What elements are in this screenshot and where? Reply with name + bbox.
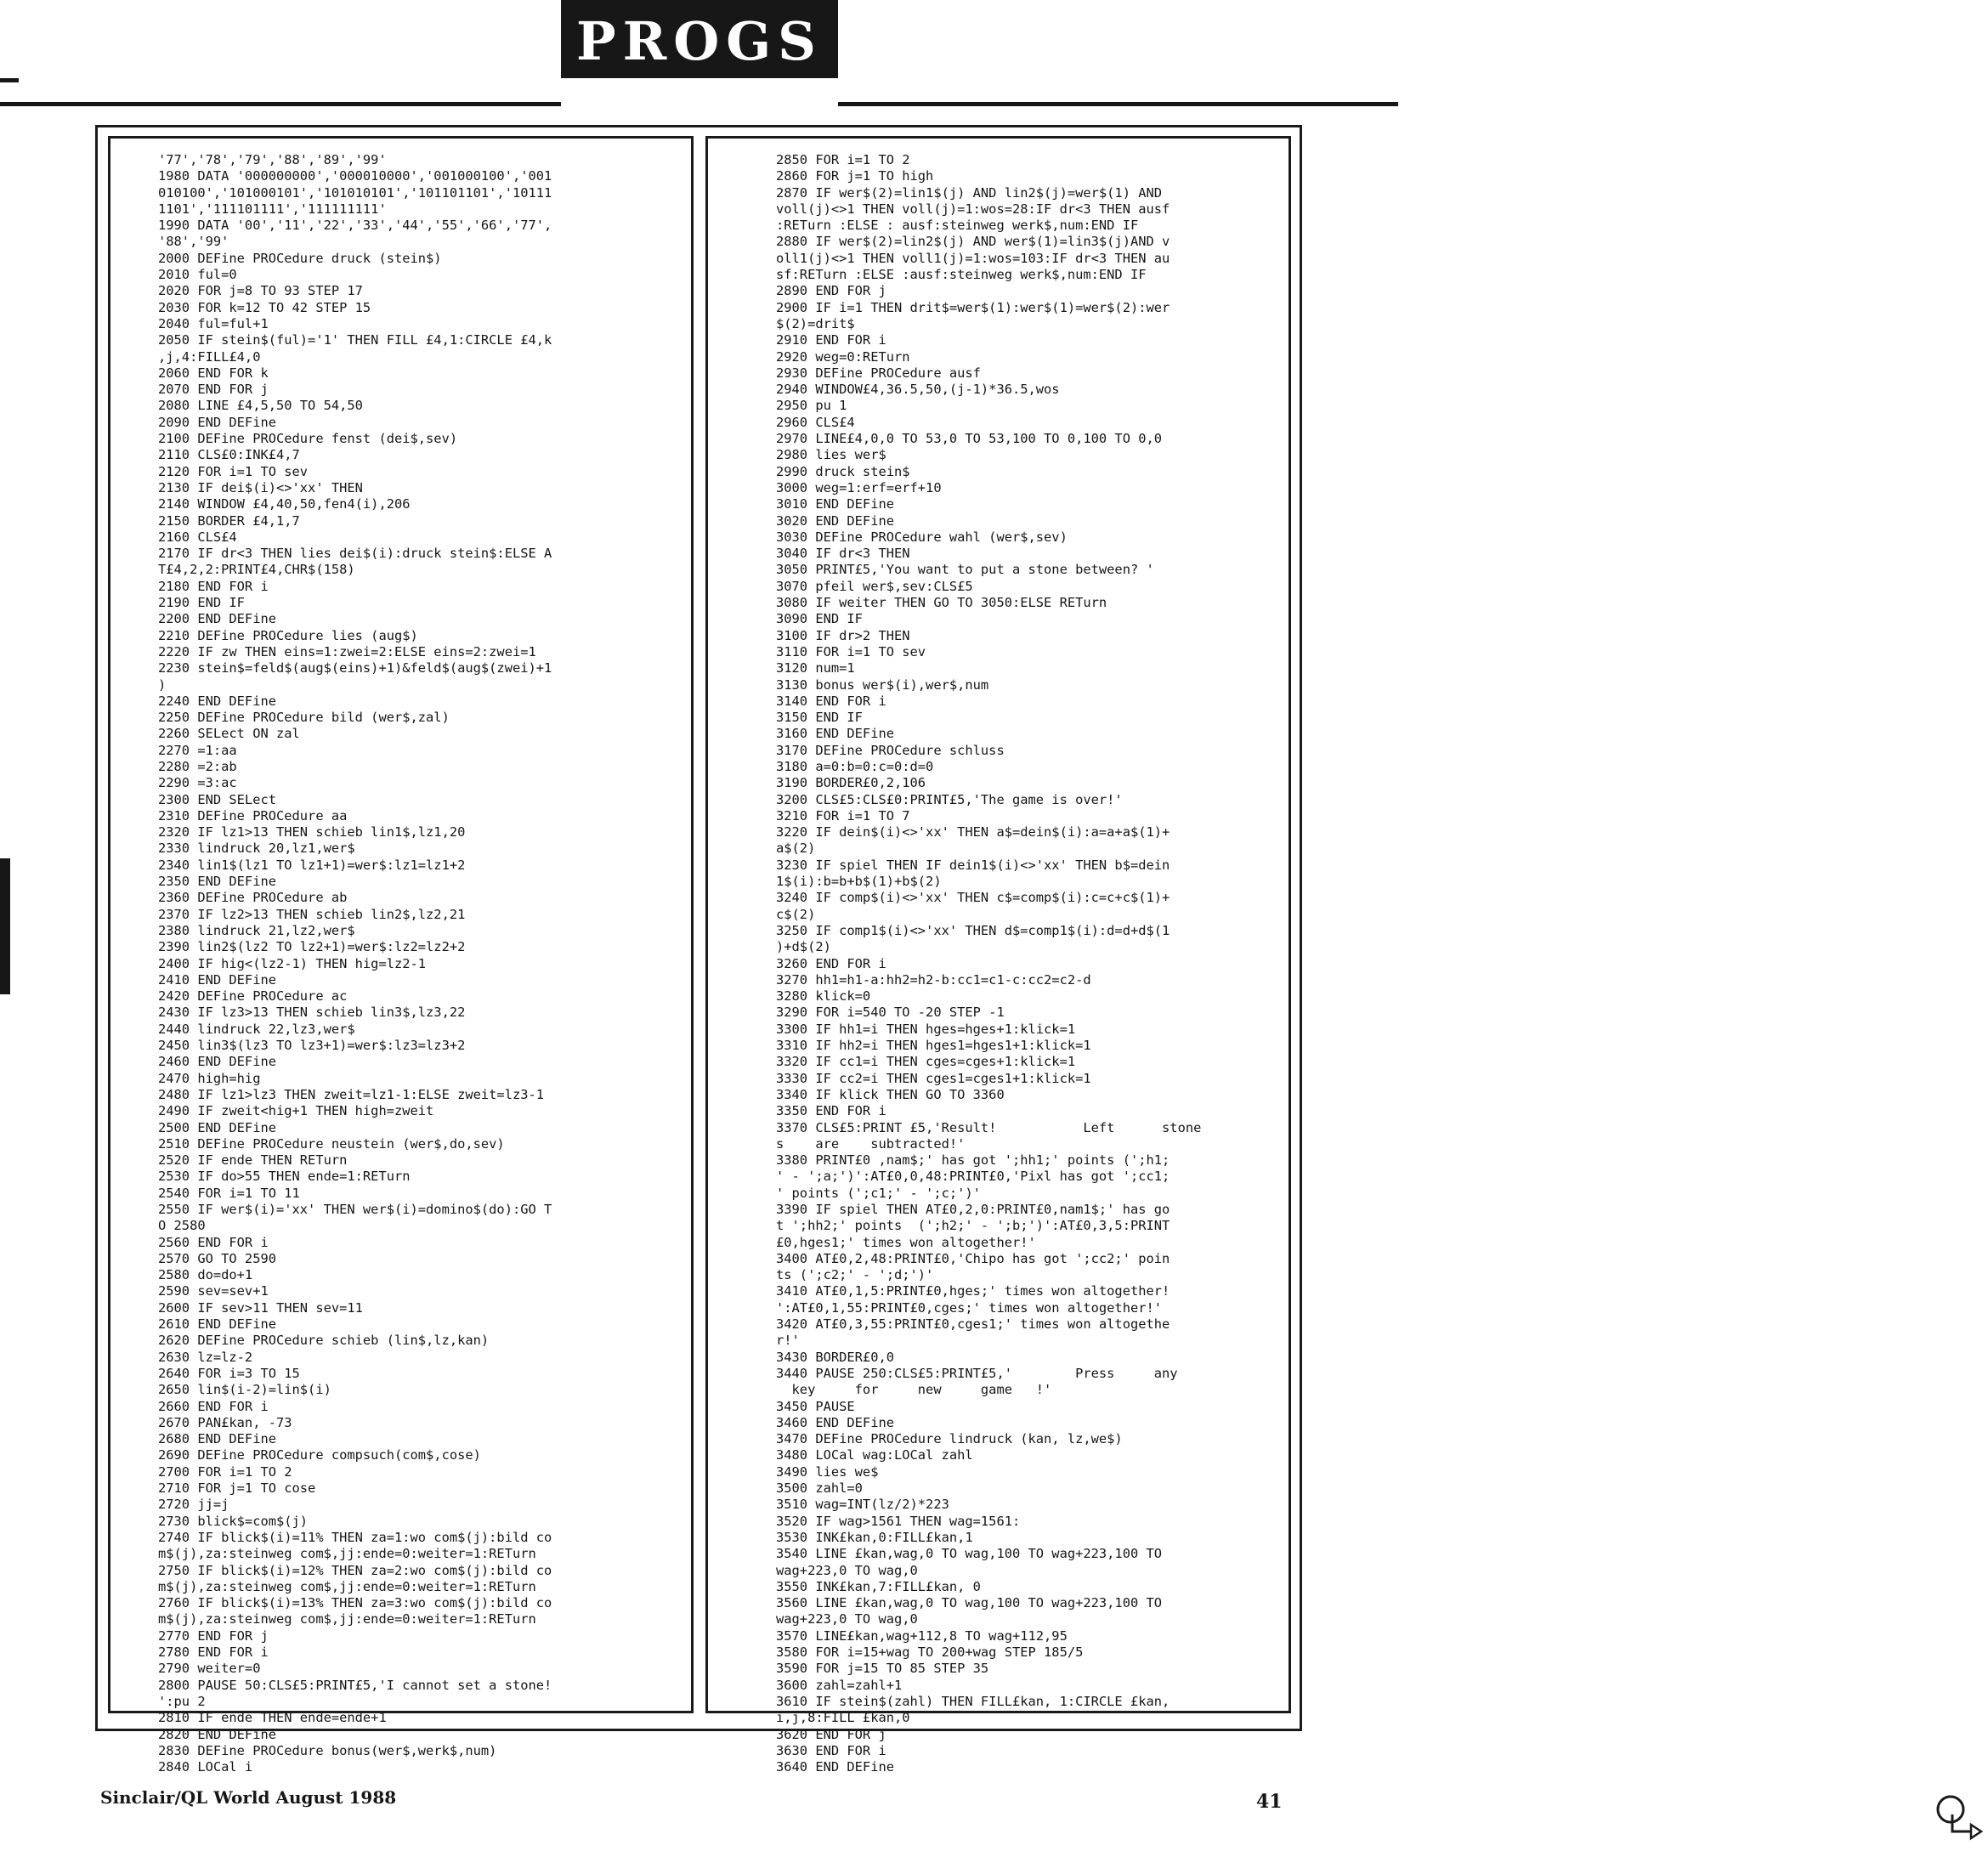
code-line: 2960 CLS£4	[776, 414, 855, 430]
code-line: 2000 DEFine PROCedure druck (stein$)	[158, 250, 442, 266]
code-line: t ';hh2;' points (';h2;' - ';b;')':AT£0,3,5:PRINT	[776, 1218, 1170, 1234]
code-line: 2470 high=hig	[158, 1070, 261, 1086]
code-line: 2280 =2:ab	[158, 758, 237, 774]
code-line: 2420 DEFine PROCedure ac	[158, 988, 348, 1005]
code-line: c$(2)	[776, 906, 816, 922]
code-line: 3440 PAUSE 250:CLS£5:PRINT£5,' Press any	[776, 1365, 1178, 1381]
code-line: 2300 END SELect	[158, 791, 276, 807]
code-line: 3180 a=0:b=0:c=0:d=0	[776, 758, 934, 774]
code-line: 2290 =3:ac	[158, 775, 237, 791]
code-line: 2460 END DEFine	[158, 1054, 276, 1070]
code-line: 1101','111101111','111111111'	[158, 201, 387, 217]
header-rule-right	[838, 102, 1398, 106]
code-line: '88','99'	[158, 234, 229, 250]
code-line: 2970 LINE£4,0,0 TO 53,0 TO 53,100 TO 0,100 TO 0,0	[776, 431, 1163, 447]
code-line: ':pu 2	[158, 1693, 206, 1709]
code-line: 2670 PAN£kan, -73	[158, 1414, 292, 1430]
code-line: 3100 IF dr>2 THEN	[776, 627, 910, 643]
code-line: 2680 END DEFine	[158, 1431, 276, 1447]
code-line: 3570 LINE£kan,wag+112,8 TO wag+112,95	[776, 1627, 1068, 1644]
code-line: m$(j),za:steinweg com$,jj:ende=0:weiter=1:RETurn	[158, 1546, 536, 1562]
code-line: 2980 lies wer$	[776, 447, 886, 463]
code-line: 2450 lin3$(lz3 TO lz3+1)=wer$:lz3=lz3+2	[158, 1038, 466, 1054]
code-line: 3410 AT£0,1,5:PRINT£0,hges;' times won altogether!	[776, 1283, 1170, 1299]
code-line: 2110 CLS£0:INK£4,7	[158, 447, 300, 463]
code-line: 2170 IF dr<3 THEN lies dei$(i):druck stein$:ELSE A	[158, 546, 552, 562]
code-line: wag+223,0 TO wag,0	[776, 1611, 918, 1627]
code-line: 2270 =1:aa	[158, 742, 237, 758]
code-line: 2640 FOR i=3 TO 15	[158, 1365, 300, 1381]
code-line: 2020 FOR j=8 TO 93 STEP 17	[158, 283, 363, 299]
code-line: 2620 DEFine PROCedure schieb (lin$,lz,kan)	[158, 1333, 490, 1349]
code-line: 2320 IF lz1>13 THEN schieb lin1$,lz1,20	[158, 824, 466, 841]
code-line: 3450 PAUSE	[776, 1398, 855, 1414]
code-line: 3040 IF dr<3 THEN	[776, 546, 910, 562]
code-line: 2820 END DEFine	[158, 1726, 276, 1742]
code-line: 2870 IF wer$(2)=lin1$(j) AND lin2$(j)=wer$(1) AND	[776, 184, 1163, 201]
code-line: 2050 IF stein$(ful)='1' THEN FILL £4,1:CIRCLE £4,k	[158, 332, 552, 348]
code-line: 2130 IF dei$(i)<>'xx' THEN	[158, 479, 363, 495]
code-line: 2090 END DEFine	[158, 414, 276, 430]
code-line: ' points (';c1;' - ';c;')'	[776, 1185, 981, 1201]
code-line: 2070 END FOR j	[158, 382, 269, 398]
code-line: 3480 LOCal wag:LOCal zahl	[776, 1447, 973, 1463]
code-line: 3400 AT£0,2,48:PRINT£0,'Chipo has got ';cc2;' poin	[776, 1250, 1170, 1266]
code-line: 2490 IF zweit<hig+1 THEN high=zweit	[158, 1103, 434, 1119]
code-line: 3070 pfeil wer$,sev:CLS£5	[776, 578, 973, 594]
code-line: 2940 WINDOW£4,36.5,50,(j-1)*36.5,wos	[776, 382, 1060, 398]
code-line: 3260 END FOR i	[776, 955, 886, 971]
code-line: 2750 IF blick$(i)=12% THEN za=2:wo com$(j):bild co	[158, 1562, 552, 1578]
code-line: 3370 CLS£5:PRINT £5,'Result! Left stone	[776, 1119, 1202, 1135]
code-line: 3200 CLS£5:CLS£0:PRINT£5,'The game is over!'	[776, 791, 1123, 807]
code-line: 2330 lindruck 20,lz1,wer$	[158, 841, 355, 857]
code-line: 2730 blick$=com$(j)	[158, 1513, 309, 1529]
code-line: 3190 BORDER£0,2,106	[776, 775, 926, 791]
code-line: 2040 ful=ful+1	[158, 315, 269, 331]
code-line: voll(j)<>1 THEN voll(j)=1:wos=28:IF dr<3 THEN ausf	[776, 201, 1170, 217]
code-line: 3600 zahl=zahl+1	[776, 1677, 903, 1693]
page-number: 41	[1256, 1791, 1283, 1813]
code-line: 2650 lin$(i-2)=lin$(i)	[158, 1382, 331, 1398]
code-line: 3270 hh1=h1-a:hh2=h2-b:cc1=c1-c:cc2=c2-d	[776, 971, 1091, 988]
code-line: 2500 END DEFine	[158, 1119, 276, 1135]
code-line: 3210 FOR i=1 TO 7	[776, 807, 910, 824]
code-line: 3420 AT£0,3,55:PRINT£0,cges1;' times won altogethe	[776, 1316, 1170, 1333]
code-line: 2060 END FOR k	[158, 365, 269, 381]
code-line: 3160 END DEFine	[776, 726, 894, 742]
code-line: 3640 END DEFine	[776, 1759, 894, 1775]
code-line: 3460 END DEFine	[776, 1414, 894, 1430]
code-line: 2810 IF ende THEN ende=ende+1	[158, 1710, 387, 1726]
code-line: 2860 FOR j=1 TO high	[776, 168, 934, 184]
code-line: 2790 weiter=0	[158, 1661, 261, 1677]
code-line: 3320 IF cc1=i THEN cges=cges+1:klick=1	[776, 1054, 1076, 1070]
code-line: 2260 SELect ON zal	[158, 726, 300, 742]
code-line: 3020 END DEFine	[776, 512, 894, 529]
code-line: oll1(j)<>1 THEN voll1(j)=1:wos=103:IF dr<3 THEN au	[776, 250, 1170, 266]
code-line: 2630 lz=lz-2	[158, 1349, 253, 1365]
margin-tick	[0, 78, 19, 82]
code-line: 2360 DEFine PROCedure ab	[158, 890, 348, 906]
code-line: a$(2)	[776, 841, 816, 857]
code-line: 1990 DATA '00','11','22','33','44','55','66','77',	[158, 218, 552, 234]
code-line: 2400 IF hig<(lz2-1) THEN hig=lz2-1	[158, 955, 427, 971]
code-line: 1$(i):b=b+b$(1)+b$(2)	[776, 874, 942, 890]
code-line: 3520 IF wag>1561 THEN wag=1561:	[776, 1513, 1021, 1529]
header-rule-left	[0, 102, 561, 106]
code-line: 2010 ful=0	[158, 267, 237, 283]
code-line: 3280 klick=0	[776, 988, 871, 1005]
code-line: 2770 END FOR j	[158, 1627, 269, 1644]
code-line: 2590 sev=sev+1	[158, 1283, 269, 1299]
code-line: 2220 IF zw THEN eins=1:zwei=2:ELSE eins=2:zwei=1	[158, 643, 536, 659]
code-line: 3350 END FOR i	[776, 1103, 886, 1119]
code-line: 2140 WINDOW £4,40,50,fen4(i),206	[158, 496, 411, 512]
code-line: 3340 IF klick THEN GO TO 3360	[776, 1086, 1005, 1102]
code-line: i,j,8:FILL £kan,0	[776, 1710, 910, 1726]
code-line: 2160 CLS£4	[158, 529, 237, 545]
code-line: 3120 num=1	[776, 660, 855, 676]
code-line: 3090 END IF	[776, 611, 863, 627]
code-line: m$(j),za:steinweg com$,jj:ende=0:weiter=1:RETurn	[158, 1578, 536, 1594]
code-line: O 2580	[158, 1218, 206, 1234]
code-line: 2380 lindruck 21,lz2,wer$	[158, 922, 355, 938]
code-line: s are subtracted!'	[776, 1135, 966, 1152]
code-line: T£4,2,2:PRINT£4,CHR$(158)	[158, 562, 355, 578]
code-line: 2150 BORDER £4,1,7	[158, 512, 300, 529]
code-line: m$(j),za:steinweg com$,jj:ende=0:weiter=1:RETurn	[158, 1611, 536, 1627]
code-line: 3300 IF hh1=i THEN hges=hges+1:klick=1	[776, 1021, 1076, 1037]
section-title: PROGS	[576, 10, 823, 72]
code-line: 3380 PRINT£0 ,nam$;' has got ';hh1;' points (';h1;	[776, 1152, 1170, 1169]
code-line: 2410 END DEFine	[158, 971, 276, 988]
code-line: 2830 DEFine PROCedure bonus(wer$,werk$,num)	[158, 1742, 497, 1758]
publication-footer: Sinclair/QL World August 1988	[100, 1787, 397, 1808]
code-line: 2780 END FOR i	[158, 1644, 269, 1661]
code-line: 2910 END FOR i	[776, 332, 886, 348]
code-line: wag+223,0 TO wag,0	[776, 1562, 918, 1578]
code-line: r!'	[776, 1333, 800, 1349]
code-listing-right	[776, 152, 1201, 1775]
code-line: 2530 IF do>55 THEN ende=1:RETurn	[158, 1169, 411, 1185]
code-line: 3150 END IF	[776, 710, 863, 726]
code-line: 2510 DEFine PROCedure neustein (wer$,do,sev)	[158, 1135, 505, 1152]
code-line: 3170 DEFine PROCedure schluss	[776, 742, 1005, 758]
listing-column-right	[705, 136, 1291, 1775]
code-line: 2540 FOR i=1 TO 11	[158, 1185, 300, 1201]
code-line: 2900 IF i=1 THEN drit$=wer$(1):wer$(1)=wer$(2):wer	[776, 299, 1170, 315]
code-line: 3050 PRINT£5,'You want to put a stone between? '	[776, 562, 1154, 578]
code-line: 3080 IF weiter THEN GO TO 3050:ELSE RETurn	[776, 595, 1107, 611]
code-line: 3290 FOR i=540 TO -20 STEP -1	[776, 1005, 1005, 1021]
code-line: 3330 IF cc2=i THEN cges1=cges1+1:klick=1	[776, 1070, 1091, 1086]
code-line: 2480 IF lz1>lz3 THEN zweit=lz1-1:ELSE zweit=lz3-1	[158, 1086, 545, 1102]
code-line: 2880 IF wer$(2)=lin2$(j) AND wer$(1)=lin3$(j)AND v	[776, 234, 1170, 250]
code-line: ':AT£0,1,55:PRINT£0,cges;' times won altogether!'	[776, 1299, 1163, 1316]
code-line: 3430 BORDER£0,0	[776, 1349, 894, 1365]
code-line: 3250 IF comp1$(i)<>'xx' THEN d$=comp1$(i):d=d+d$(1	[776, 922, 1170, 938]
code-line: 2210 DEFine PROCedure lies (aug$)	[158, 627, 418, 643]
code-line: 3030 DEFine PROCedure wahl (wer$,sev)	[776, 529, 1068, 545]
code-line: 2660 END FOR i	[158, 1398, 269, 1414]
code-line: 2740 IF blick$(i)=11% THEN za=1:wo com$(j):bild co	[158, 1529, 552, 1545]
margin-block	[0, 858, 10, 994]
code-line: 2240 END DEFine	[158, 693, 276, 709]
code-line: 2350 END DEFine	[158, 874, 276, 890]
code-line: 3510 wag=INT(lz/2)*223	[776, 1497, 949, 1513]
code-line: 3630 END FOR i	[776, 1742, 886, 1758]
code-line: :RETurn :ELSE : ausf:steinweg werk$,num:END IF	[776, 218, 1139, 234]
code-line: 3130 bonus wer$(i),wer$,num	[776, 676, 989, 693]
code-line: 2600 IF sev>11 THEN sev=11	[158, 1299, 363, 1316]
code-line: )+d$(2)	[776, 939, 831, 955]
code-line: 3580 FOR i=15+wag TO 200+wag STEP 185/5	[776, 1644, 1084, 1661]
code-line: 3540 LINE £kan,wag,0 TO wag,100 TO wag+223,100 TO	[776, 1546, 1163, 1562]
code-line: $(2)=drit$	[776, 315, 855, 331]
code-line: 2030 FOR k=12 TO 42 STEP 15	[158, 299, 371, 315]
code-line: ' - ';a;')':AT£0,0,48:PRINT£0,'Pixl has got ';cc1;	[776, 1169, 1170, 1185]
code-line: 3000 weg=1:erf=erf+10	[776, 479, 942, 495]
code-line: 010100','101000101','101010101','101101101','10111	[158, 184, 552, 201]
code-line: 2720 jj=j	[158, 1497, 229, 1513]
code-line: )	[158, 676, 167, 693]
code-line: 2100 DEFine PROCedure fenst (dei$,sev)	[158, 431, 458, 447]
code-line: 2690 DEFine PROCedure compsuch(com$,cose)	[158, 1447, 481, 1463]
code-line: 2190 END IF	[158, 595, 245, 611]
code-line: 2080 LINE £4,5,50 TO 54,50	[158, 398, 363, 414]
code-line: 2180 END FOR i	[158, 578, 269, 594]
code-line: 2120 FOR i=1 TO sev	[158, 463, 309, 479]
code-line: 3220 IF dein$(i)<>'xx' THEN a$=dein$(i):a=a+a$(1)+	[776, 824, 1170, 841]
code-line: 2390 lin2$(lz2 TO lz2+1)=wer$:lz2=lz2+2	[158, 939, 466, 955]
code-line: 2230 stein$=feld$(aug$(eins)+1)&feld$(aug$(zwei)+1	[158, 660, 552, 676]
code-line: 2520 IF ende THEN RETurn	[158, 1152, 348, 1169]
listing-column-left	[108, 136, 694, 1775]
code-line: 3620 END FOR j	[776, 1726, 886, 1742]
code-line: 2990 druck stein$	[776, 463, 910, 479]
code-line: 2580 do=do+1	[158, 1267, 253, 1283]
code-line: '77','78','79','88','89','99'	[158, 152, 387, 167]
code-line: 3490 lies we$	[776, 1463, 879, 1480]
code-line: 3240 IF comp$(i)<>'xx' THEN c$=comp$(i):c=c+c$(1)+	[776, 890, 1170, 906]
code-line: sf:RETurn :ELSE :ausf:steinweg werk$,num:END IF	[776, 267, 1147, 283]
code-line: 3530 INK£kan,0:FILL£kan,1	[776, 1529, 973, 1545]
code-line: ts (';c2;' - ';d;')'	[776, 1267, 934, 1283]
code-line: 2890 END FOR j	[776, 283, 886, 299]
code-line: 3550 INK£kan,7:FILL£kan, 0	[776, 1578, 981, 1594]
code-line: 3140 END FOR i	[776, 693, 886, 709]
code-line: 2560 END FOR i	[158, 1234, 269, 1250]
section-banner	[561, 0, 838, 78]
code-line: 2850 FOR i=1 TO 2	[776, 152, 910, 167]
code-line: ,j,4:FILL£4,0	[158, 348, 261, 365]
code-line: 3010 END DEFine	[776, 496, 894, 512]
code-line: 2370 IF lz2>13 THEN schieb lin2$,lz2,21	[158, 906, 466, 922]
code-line: 2250 DEFine PROCedure bild (wer$,zal)	[158, 710, 450, 726]
code-line: 3390 IF spiel THEN AT£0,2,0:PRINT£0,nam1$;' has go	[776, 1202, 1170, 1217]
code-line: 2200 END DEFine	[158, 611, 276, 627]
code-line: 3230 IF spiel THEN IF dein1$(i)<>'xx' THEN b$=dein	[776, 857, 1170, 873]
code-line: 3560 LINE £kan,wag,0 TO wag,100 TO wag+223,100 TO	[776, 1595, 1163, 1611]
code-line: 3590 FOR j=15 TO 85 STEP 35	[776, 1661, 989, 1677]
code-line: 2930 DEFine PROCedure ausf	[776, 365, 981, 381]
code-line: 2760 IF blick$(i)=13% THEN za=3:wo com$(j):bild co	[158, 1595, 552, 1611]
code-line: 2700 FOR i=1 TO 2	[158, 1463, 292, 1480]
code-line: 2840 LOCal i	[158, 1759, 253, 1775]
code-line: 2610 END DEFine	[158, 1316, 276, 1333]
code-line: 2310 DEFine PROCedure aa	[158, 807, 348, 824]
code-line: 2570 GO TO 2590	[158, 1250, 276, 1266]
code-line: 3610 IF stein$(zahl) THEN FILL£kan, 1:CIRCLE £kan,	[776, 1693, 1170, 1709]
code-line: 2920 weg=0:RETurn	[776, 348, 910, 365]
code-line: key for new game !'	[776, 1382, 1052, 1398]
code-line: 3110 FOR i=1 TO sev	[776, 643, 926, 659]
code-line: 2440 lindruck 22,lz3,wer$	[158, 1021, 355, 1037]
code-line: 2550 IF wer$(i)='xx' THEN wer$(i)=domino$(do):GO T	[158, 1202, 552, 1217]
code-line: 2950 pu 1	[776, 398, 847, 414]
code-line: 2430 IF lz3>13 THEN schieb lin3$,lz3,22	[158, 1005, 466, 1021]
code-line: 3500 zahl=0	[776, 1480, 863, 1497]
code-line: £0,hges1;' times won altogether!'	[776, 1234, 1036, 1250]
code-line: 1980 DATA '000000000','000010000','001000100','001	[158, 168, 552, 184]
code-line: 3470 DEFine PROCedure lindruck (kan, lz,we$)	[776, 1431, 1123, 1447]
code-line: 3310 IF hh2=i THEN hges1=hges1+1:klick=1	[776, 1038, 1091, 1054]
code-line: 2340 lin1$(lz1 TO lz1+1)=wer$:lz1=lz1+2	[158, 857, 466, 873]
code-line: 2710 FOR j=1 TO cose	[158, 1480, 316, 1497]
code-line: 2800 PAUSE 50:CLS£5:PRINT£5,'I cannot set a stone!	[158, 1677, 552, 1693]
code-listing-left	[158, 152, 552, 1775]
ql-logo-icon	[1932, 1791, 1988, 1838]
